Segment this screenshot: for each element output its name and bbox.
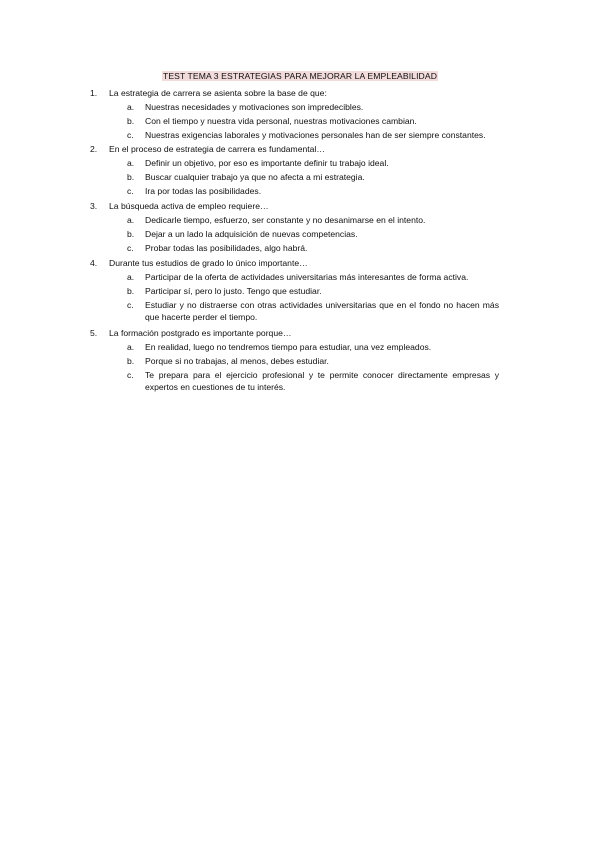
- option-letter: b.: [127, 285, 135, 296]
- option-a: [0, 100, 600, 114]
- option-text: Definir un objetivo, por eso es importante definir tu trabajo ideal.: [145, 157, 389, 168]
- option-c: [0, 128, 600, 142]
- question-2: [0, 142, 600, 198]
- option-c: [0, 241, 600, 255]
- question-number: 3.: [90, 201, 98, 211]
- option-b: [0, 114, 600, 128]
- option-letter: b.: [127, 228, 135, 239]
- question-text: La formación postgrado es importante porque…: [109, 328, 292, 338]
- option-text: Nuestras necesidades y motivaciones son impredecibles.: [145, 101, 364, 112]
- option-b: [0, 354, 600, 368]
- question-number: 1.: [90, 88, 98, 98]
- question-text: Durante tus estudios de grado lo único importante…: [109, 258, 308, 268]
- option-text: Buscar cualquier trabajo ya que no afecta a mi estrategia.: [145, 171, 365, 182]
- option-a: [0, 213, 600, 227]
- question-number: 2.: [90, 144, 98, 154]
- option-b: [0, 170, 600, 184]
- question-number: 5.: [90, 328, 98, 338]
- option-text: Dedicarle tiempo, esfuerzo, ser constante y no desanimarse en el intento.: [145, 214, 426, 225]
- option-letter: b.: [127, 115, 135, 126]
- option-letter: c.: [127, 129, 134, 140]
- option-text: Probar todas las posibilidades, algo habrá.: [145, 242, 308, 253]
- option-text: Participar de la oferta de actividades universitarias más interesantes de forma activa.: [145, 271, 469, 282]
- option-text: Porque si no trabajas, al menos, debes estudiar.: [145, 355, 329, 366]
- option-text: Nuestras exigencias laborales y motivaciones personales han de ser siempre constantes.: [145, 129, 486, 140]
- option-letter: c.: [127, 185, 134, 196]
- option-letter: a.: [127, 271, 135, 282]
- question-text: La estrategia de carrera se asienta sobre la base de que:: [109, 88, 327, 98]
- option-text: Estudiar y no distraerse con otras actividades universitarias que en el fondo no hacen más que hacerte perder el tiempo.: [145, 299, 499, 323]
- option-letter: a.: [127, 101, 135, 112]
- option-letter: b.: [127, 171, 135, 182]
- option-letter: c.: [127, 242, 134, 253]
- option-b: [0, 284, 600, 298]
- question-text: En el proceso de estrategia de carrera es fundamental…: [109, 144, 325, 154]
- question-4: [0, 256, 600, 325]
- option-letter: c.: [127, 299, 134, 310]
- question-3: [0, 199, 600, 255]
- option-b: [0, 227, 600, 241]
- question-number: 4.: [90, 258, 98, 268]
- option-letter: b.: [127, 355, 135, 366]
- option-letter: c.: [127, 369, 134, 380]
- option-c: [0, 184, 600, 198]
- option-text: Con el tiempo y nuestra vida personal, nuestras motivaciones cambian.: [145, 115, 417, 126]
- option-a: [0, 270, 600, 284]
- question-1: [0, 86, 600, 142]
- title-text: TEST TEMA 3 ESTRATEGIAS PARA MEJORAR LA EMPLEABILIDAD: [162, 71, 437, 81]
- option-letter: a.: [127, 214, 135, 225]
- option-text: En realidad, luego no tendremos tiempo para estudiar, una vez empleados.: [145, 341, 432, 352]
- option-a: [0, 156, 600, 170]
- option-a: [0, 340, 600, 354]
- question-text: La búsqueda activa de empleo requiere…: [109, 201, 269, 211]
- option-c: [0, 368, 600, 395]
- question-5: [0, 326, 600, 395]
- option-text: Participar sí, pero lo justo. Tengo que estudiar.: [145, 285, 322, 296]
- document-title: [0, 71, 600, 82]
- option-c: [0, 298, 600, 325]
- option-letter: a.: [127, 157, 135, 168]
- option-text: Dejar a un lado la adquisición de nuevas competencias.: [145, 228, 358, 239]
- option-text: Te prepara para el ejercicio profesional y te permite conocer directamente empresas y expertos en cuestiones de tu interés.: [145, 369, 499, 393]
- option-text: Ira por todas las posibilidades.: [145, 185, 262, 196]
- option-letter: a.: [127, 341, 135, 352]
